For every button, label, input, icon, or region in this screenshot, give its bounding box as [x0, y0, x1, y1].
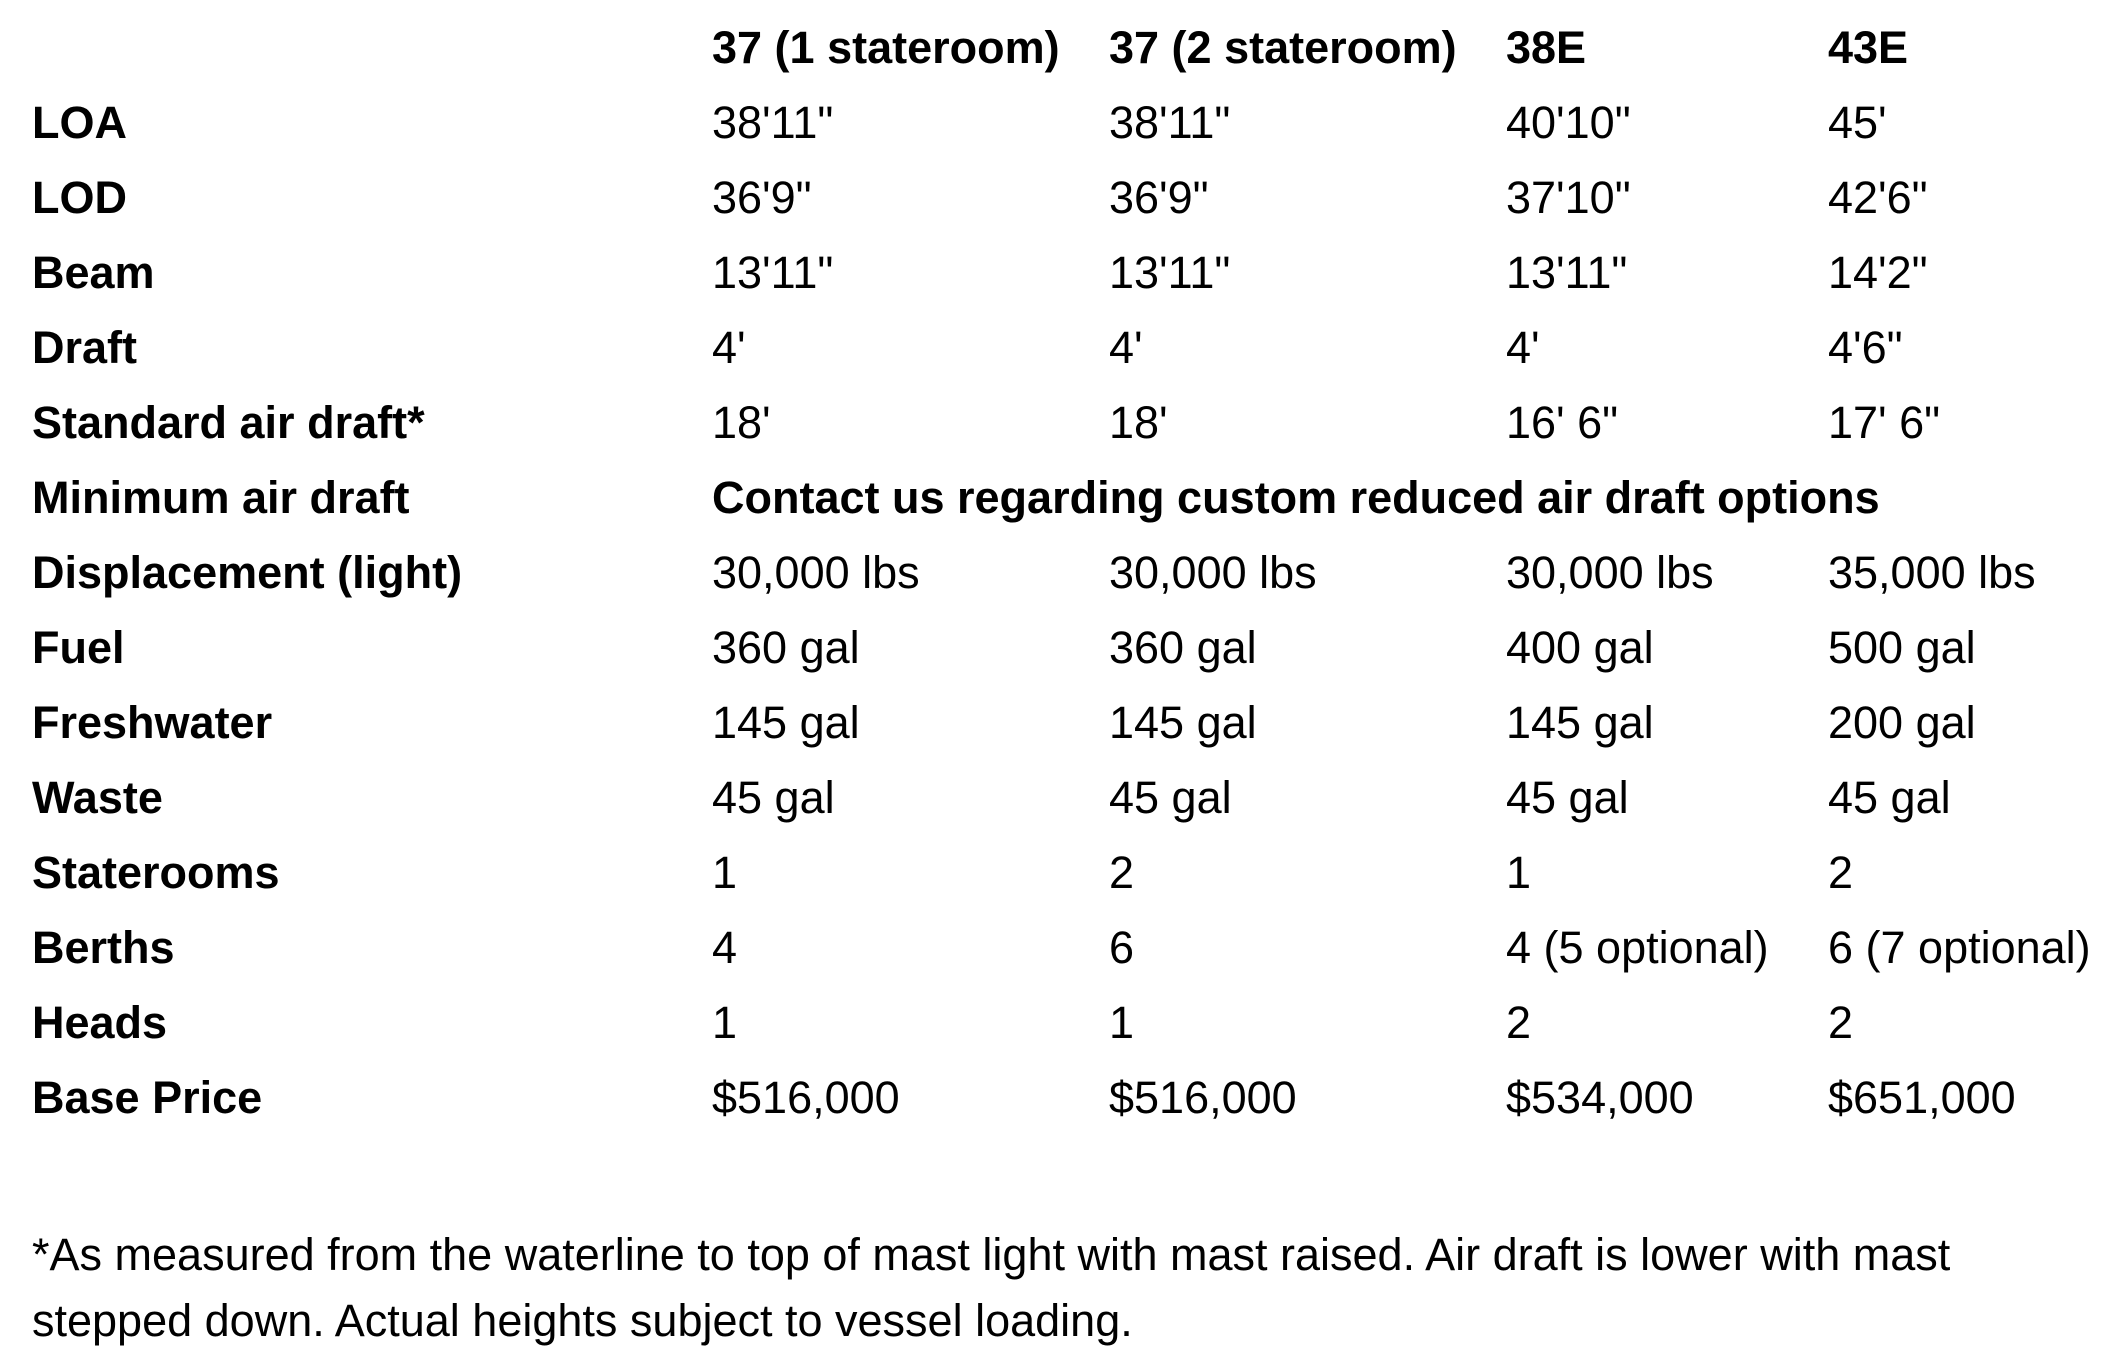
- table-cell: $651,000: [1828, 1072, 2016, 1123]
- table-cell: $534,000: [1506, 1072, 1694, 1123]
- column-header: 37 (2 stateroom): [1109, 22, 1457, 73]
- table-cell: 2: [1109, 847, 1135, 898]
- table-row: [0, 85, 2124, 160]
- table-row: [0, 235, 2124, 310]
- table-cell: 4'6": [1828, 322, 1903, 373]
- row-label: Displacement (light): [32, 547, 463, 598]
- table-cell: 4': [1109, 322, 1143, 373]
- table-cell: 17' 6": [1828, 397, 1941, 448]
- table-row: [0, 685, 2124, 760]
- table-cell: 30,000 lbs: [1506, 547, 1714, 598]
- table-cell: 1: [1506, 847, 1532, 898]
- footnote: *As measured from the waterline to top of mast light with mast raised. Air draft is lower with mast stepped down. Actual heights subject to vessel loading.: [32, 1229, 1951, 1346]
- header-row: [0, 10, 2124, 85]
- spec-table: [0, 10, 2124, 1135]
- table-cell: 6 (7 optional): [1828, 922, 2091, 973]
- table-cell: $516,000: [712, 1072, 900, 1123]
- table-cell: 360 gal: [712, 622, 860, 673]
- table-cell: 13'11": [712, 247, 834, 298]
- table-row: [0, 535, 2124, 610]
- table-cell: 45 gal: [1109, 772, 1232, 823]
- table-cell: 2: [1828, 847, 1854, 898]
- header-blank: [0, 10, 712, 85]
- row-label: Heads: [32, 997, 168, 1048]
- table-cell: 45': [1828, 97, 1887, 148]
- table-cell: 18': [1109, 397, 1168, 448]
- table-row: [0, 385, 2124, 460]
- table-cell: $516,000: [1109, 1072, 1297, 1123]
- table-cell: 40'10": [1506, 97, 1631, 148]
- table-cell: 45 gal: [1506, 772, 1629, 823]
- table-cell: 2: [1506, 997, 1532, 1048]
- table-cell: 35,000 lbs: [1828, 547, 2036, 598]
- table-cell: 200 gal: [1828, 697, 1976, 748]
- table-cell: 400 gal: [1506, 622, 1654, 673]
- table-cell: 36'9": [1109, 172, 1209, 223]
- row-label: Waste: [32, 772, 163, 823]
- table-row: [0, 760, 2124, 835]
- table-cell: 500 gal: [1828, 622, 1976, 673]
- table-cell: 1: [1109, 997, 1135, 1048]
- table-cell: 4 (5 optional): [1506, 922, 1769, 973]
- row-label: Beam: [32, 247, 155, 298]
- air-draft-note: Contact us regarding custom reduced air draft options: [712, 472, 1880, 523]
- table-cell: 30,000 lbs: [712, 547, 920, 598]
- table-cell: 38'11": [712, 97, 834, 148]
- table-cell: 30,000 lbs: [1109, 547, 1317, 598]
- table-row: [0, 310, 2124, 385]
- row-label: Berths: [32, 922, 175, 973]
- table-cell: 1: [712, 847, 738, 898]
- table-cell: 14'2": [1828, 247, 1928, 298]
- table-cell: 4': [712, 322, 746, 373]
- table-cell: 13'11": [1109, 247, 1231, 298]
- row-label: Fuel: [32, 622, 125, 673]
- table-cell: 36'9": [712, 172, 812, 223]
- row-label: Freshwater: [32, 697, 273, 748]
- table-cell: 45 gal: [712, 772, 835, 823]
- table-row: [0, 985, 2124, 1060]
- column-header: 37 (1 stateroom): [712, 22, 1060, 73]
- row-label: Standard air draft*: [32, 397, 425, 448]
- table-cell: 145 gal: [712, 697, 860, 748]
- table-row: [0, 1060, 2124, 1135]
- table-cell: 6: [1109, 922, 1135, 973]
- table-cell: 42'6": [1828, 172, 1928, 223]
- row-label: Base Price: [32, 1072, 263, 1123]
- table-cell: 2: [1828, 997, 1854, 1048]
- row-label: LOA: [32, 97, 127, 148]
- table-cell: 16' 6": [1506, 397, 1619, 448]
- table-row: [0, 835, 2124, 910]
- table-row: [0, 160, 2124, 235]
- row-label: Draft: [32, 322, 138, 373]
- table-cell: 145 gal: [1506, 697, 1654, 748]
- table-row: [0, 610, 2124, 685]
- table-cell: 45 gal: [1828, 772, 1951, 823]
- table-row: [0, 910, 2124, 985]
- table-cell: 18': [712, 397, 771, 448]
- table-cell: 360 gal: [1109, 622, 1257, 673]
- table-cell: 13'11": [1506, 247, 1628, 298]
- column-header: 38E: [1506, 22, 1587, 73]
- table-cell: 4': [1506, 322, 1540, 373]
- row-label: LOD: [32, 172, 127, 223]
- table-cell: 37'10": [1506, 172, 1631, 223]
- row-label: Minimum air draft: [32, 472, 410, 523]
- table-cell: 38'11": [1109, 97, 1231, 148]
- table-cell: 1: [712, 997, 738, 1048]
- row-label: Staterooms: [32, 847, 280, 898]
- column-header: 43E: [1828, 22, 1909, 73]
- table-cell: 145 gal: [1109, 697, 1257, 748]
- table-cell: 4: [712, 922, 738, 973]
- table-row: [0, 460, 2124, 535]
